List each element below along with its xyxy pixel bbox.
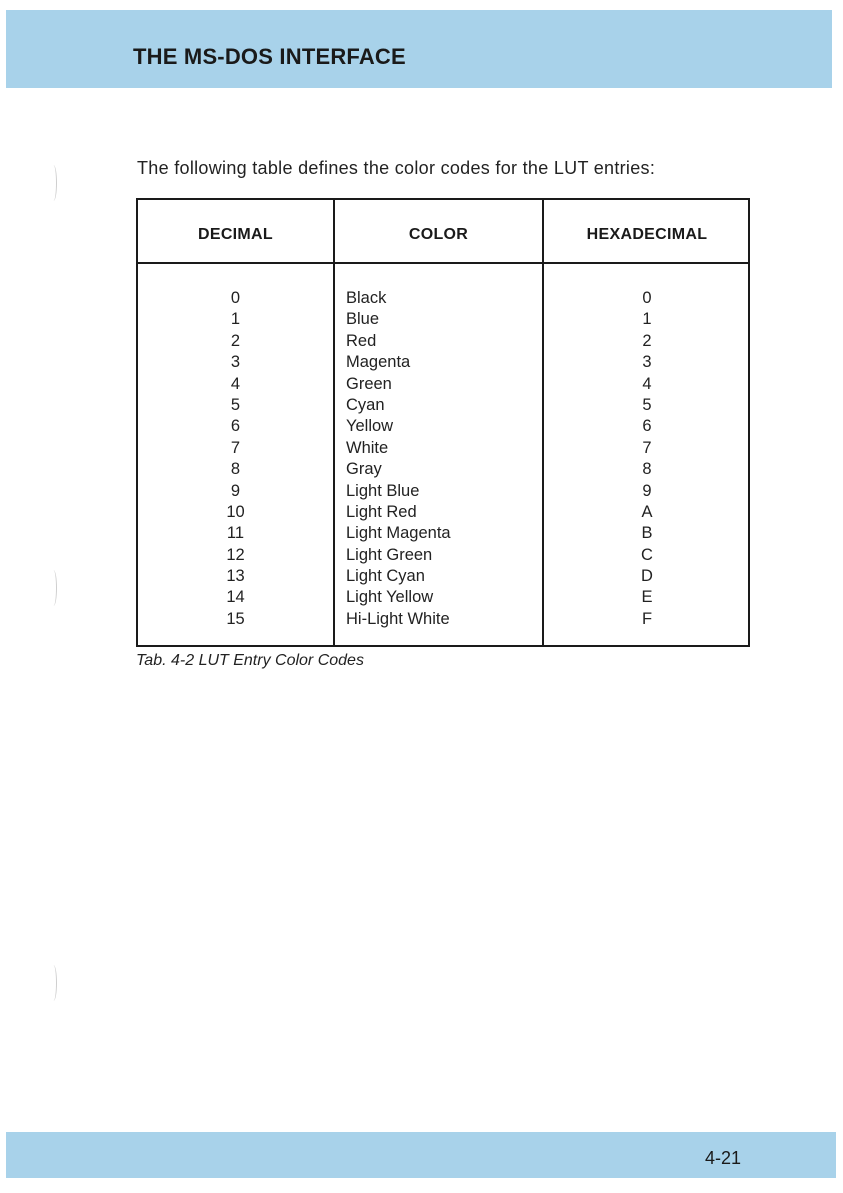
punch-hole-mark bbox=[50, 570, 57, 606]
decimal-column bbox=[138, 288, 333, 630]
color-name-cell: Light Yellow bbox=[346, 588, 434, 607]
decimal-cell: 8 bbox=[230, 460, 241, 479]
hex-cell: 3 bbox=[642, 353, 652, 372]
color-name-cell: White bbox=[346, 438, 389, 457]
hex-cell: D bbox=[641, 567, 653, 586]
punch-hole-mark bbox=[50, 165, 57, 201]
header-band bbox=[6, 10, 832, 88]
column-divider bbox=[333, 200, 335, 645]
hex-cell: F bbox=[641, 609, 653, 628]
table-caption: Tab. 4-2 LUT Entry Color Codes bbox=[136, 652, 364, 669]
hexadecimal-column bbox=[544, 288, 750, 630]
hex-cell: 1 bbox=[642, 310, 652, 329]
hex-cell: 0 bbox=[642, 289, 652, 307]
color-name-cell: Gray bbox=[346, 460, 382, 479]
decimal-cell: 7 bbox=[230, 438, 241, 457]
decimal-cell: 2 bbox=[230, 331, 241, 350]
color-name-cell: Light Green bbox=[346, 545, 433, 564]
decimal-cell: 12 bbox=[226, 545, 245, 564]
decimal-cell: 3 bbox=[230, 353, 241, 372]
color-name-cell: Magenta bbox=[346, 353, 411, 372]
page-number: 4-21 bbox=[705, 1148, 742, 1168]
hex-cell: A bbox=[641, 502, 653, 521]
hex-cell: 5 bbox=[642, 395, 652, 414]
decimal-cell: 4 bbox=[230, 374, 241, 393]
color-name-cell: Green bbox=[346, 374, 392, 393]
hex-cell: 8 bbox=[642, 460, 652, 479]
hex-cell: 4 bbox=[642, 374, 652, 393]
punch-hole-mark bbox=[50, 965, 57, 1001]
color-name-cell: Red bbox=[346, 331, 377, 350]
decimal-cell: 9 bbox=[230, 481, 241, 500]
decimal-cell: 5 bbox=[230, 395, 241, 414]
hex-cell: 2 bbox=[642, 331, 652, 350]
color-name-cell: Cyan bbox=[346, 395, 385, 414]
color-name-cell: Blue bbox=[346, 310, 380, 329]
color-name-cell: Light Cyan bbox=[346, 567, 425, 586]
hex-cell: 6 bbox=[642, 417, 652, 436]
page-header-title: THE MS-DOS INTERFACE bbox=[133, 44, 406, 69]
hex-cell: C bbox=[641, 545, 653, 564]
color-name-cell: Hi-Light White bbox=[346, 609, 450, 628]
column-header-hexadecimal: HEXADECIMAL bbox=[586, 226, 708, 243]
decimal-cell: 0 bbox=[230, 289, 241, 307]
decimal-cell: 11 bbox=[226, 524, 245, 543]
column-header-color: COLOR bbox=[408, 226, 469, 243]
color-name-cell: Light Magenta bbox=[346, 524, 451, 543]
decimal-cell: 15 bbox=[226, 609, 245, 628]
decimal-cell: 10 bbox=[226, 502, 245, 521]
color-name-cell: Black bbox=[346, 289, 387, 307]
color-name-cell: Light Red bbox=[346, 502, 417, 521]
hex-cell: 7 bbox=[642, 438, 652, 457]
color-name-cell: Light Blue bbox=[346, 481, 420, 500]
color-column bbox=[346, 288, 536, 630]
decimal-cell: 6 bbox=[230, 417, 241, 436]
decimal-cell: 14 bbox=[226, 588, 245, 607]
decimal-cell: 13 bbox=[226, 567, 245, 586]
column-header-decimal: DECIMAL bbox=[198, 226, 273, 243]
hex-cell: 9 bbox=[642, 481, 652, 500]
hex-cell: B bbox=[641, 524, 653, 543]
lut-color-table bbox=[136, 198, 750, 647]
color-name-cell: Yellow bbox=[346, 417, 394, 436]
header-rule bbox=[138, 262, 748, 264]
decimal-cell: 1 bbox=[230, 310, 241, 329]
hex-cell: E bbox=[641, 588, 653, 607]
intro-paragraph: The following table defines the color codes for the LUT entries: bbox=[137, 158, 656, 178]
